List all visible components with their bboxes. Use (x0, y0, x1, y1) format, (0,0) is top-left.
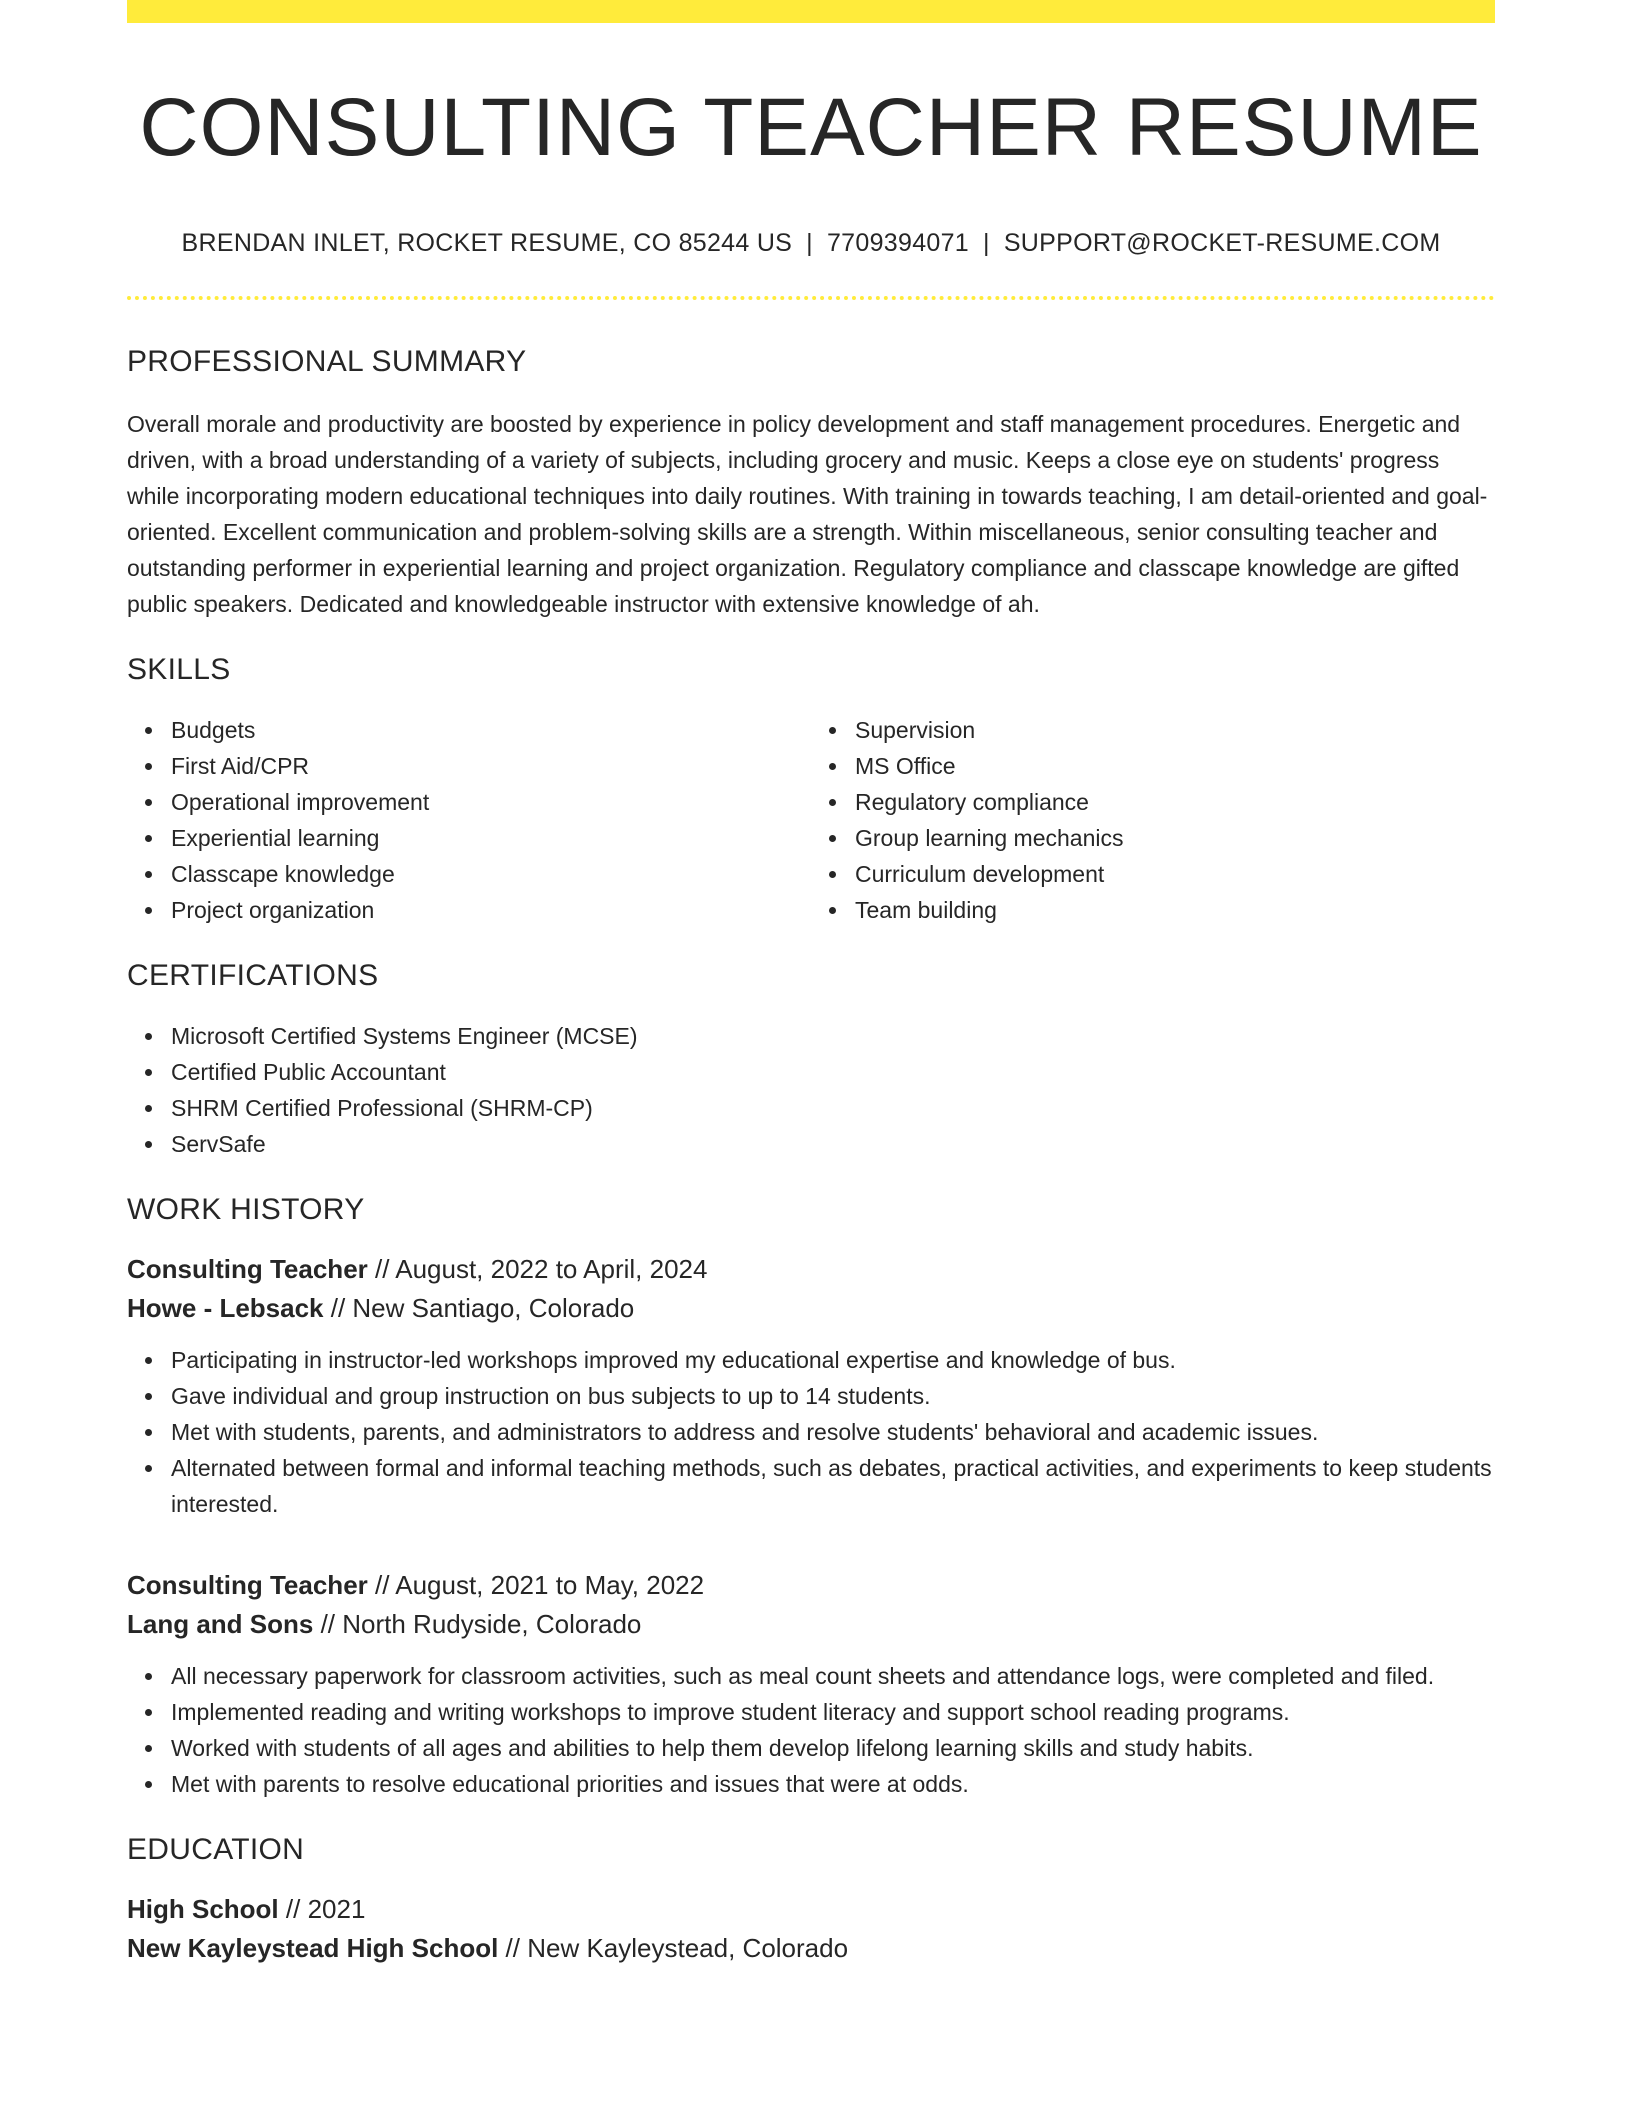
job-bullet: All necessary paperwork for classroom activities, such as meal count sheets and attendance logs, were completed and filed. (171, 1658, 1495, 1694)
job-bullets (127, 1658, 1495, 1802)
skill-item: Curriculum development (855, 856, 1495, 892)
contact-address: BRENDAN INLET, ROCKET RESUME, CO 85244 US (181, 229, 793, 257)
contact-email: SUPPORT@ROCKET-RESUME.COM (1003, 229, 1441, 257)
education-school: New Kayleystead High School (127, 1933, 499, 1963)
job-bullet: Gave individual and group instruction on bus subjects to up to 14 students. (171, 1378, 1495, 1414)
education-school-line (127, 1929, 1495, 1968)
skill-item: Team building (855, 892, 1495, 928)
skills-grid (127, 712, 1495, 928)
job-role-line (127, 1566, 1495, 1605)
work-history-heading: WORK HISTORY (127, 1193, 365, 1226)
summary-text: Overall morale and productivity are boosted by experience in policy development and staff management procedures. Energetic and driven, with a broad understanding of a variety of subjects, including grocery and music. Keeps a close eye on students' progress while incorporating modern educational techniques into daily routines. With training in towards teaching, I am detail-oriented and goal-oriented. Excellent communication and problem-solving skills are a strength. Within miscellaneous, senior consulting teacher and outstanding performer in experiential learning and project organization. Regulatory compliance and classcape knowledge are gifted public speakers. Dedicated and knowledgeable instructor with extensive knowledge of ah. (127, 411, 1488, 617)
job-role: Consulting Teacher (127, 1570, 368, 1600)
contact-separator: | (806, 229, 813, 257)
job-entry (127, 1566, 1495, 1802)
certification-item: ServSafe (171, 1126, 1495, 1162)
skill-item: Supervision (855, 712, 1495, 748)
skill-item: First Aid/CPR (171, 748, 811, 784)
contact-phone: 7709394071 (826, 229, 970, 257)
job-location: // North Rudyside, Colorado (313, 1609, 642, 1639)
education-degree-line (127, 1890, 1495, 1929)
skills-left-list (127, 712, 811, 928)
job-dates: // August, 2022 to April, 2024 (367, 1254, 708, 1284)
job-bullet: Met with parents to resolve educational priorities and issues that were at odds. (171, 1766, 1495, 1802)
certifications-heading: CERTIFICATIONS (127, 959, 379, 992)
education-heading: EDUCATION (127, 1833, 305, 1866)
skill-item: Budgets (171, 712, 811, 748)
education-location: // New Kayleystead, Colorado (498, 1933, 849, 1963)
certification-item: Certified Public Accountant (171, 1054, 1495, 1090)
resume-title: CONSULTING TEACHER RESUME (139, 82, 1483, 173)
skill-item: Experiential learning (171, 820, 811, 856)
skill-item: Regulatory compliance (855, 784, 1495, 820)
job-bullet: Alternated between formal and informal teaching methods, such as debates, practical activities, and experiments to keep students interested. (171, 1450, 1495, 1522)
job-entry (127, 1250, 1495, 1522)
certification-item: SHRM Certified Professional (SHRM-CP) (171, 1090, 1495, 1126)
skill-item: Project organization (171, 892, 811, 928)
job-bullet: Participating in instructor-led workshops improved my educational expertise and knowledge of bus. (171, 1342, 1495, 1378)
job-company: Howe - Lebsack (127, 1293, 324, 1323)
job-bullet: Implemented reading and writing workshops to improve student literacy and support school reading programs. (171, 1694, 1495, 1730)
certifications-list (127, 1018, 1495, 1162)
contact-line (127, 229, 1495, 258)
job-dates: // August, 2021 to May, 2022 (367, 1570, 705, 1600)
skill-item: Operational improvement (171, 784, 811, 820)
job-role: Consulting Teacher (127, 1254, 368, 1284)
education-degree: High School (127, 1894, 279, 1924)
job-role-line (127, 1250, 1495, 1289)
job-location: // New Santiago, Colorado (323, 1293, 635, 1323)
skill-item: MS Office (855, 748, 1495, 784)
certification-item: Microsoft Certified Systems Engineer (MCSE) (171, 1018, 1495, 1054)
accent-top-bar (127, 0, 1495, 23)
resume-page (127, 0, 1495, 1968)
skill-item: Classcape knowledge (171, 856, 811, 892)
education-year: // 2021 (278, 1894, 366, 1924)
job-company-line (127, 1289, 1495, 1328)
job-company-line (127, 1605, 1495, 1644)
dotted-divider (127, 296, 1495, 300)
skills-heading: SKILLS (127, 653, 231, 686)
job-company: Lang and Sons (127, 1609, 314, 1639)
skills-right-list (811, 712, 1495, 928)
education-entry (127, 1890, 1495, 1968)
contact-separator: | (983, 229, 990, 257)
job-bullets (127, 1342, 1495, 1522)
summary-heading: PROFESSIONAL SUMMARY (127, 345, 527, 378)
job-bullet: Met with students, parents, and administrators to address and resolve students' behavioral and academic issues. (171, 1414, 1495, 1450)
job-bullet: Worked with students of all ages and abilities to help them develop lifelong learning skills and study habits. (171, 1730, 1495, 1766)
skill-item: Group learning mechanics (855, 820, 1495, 856)
